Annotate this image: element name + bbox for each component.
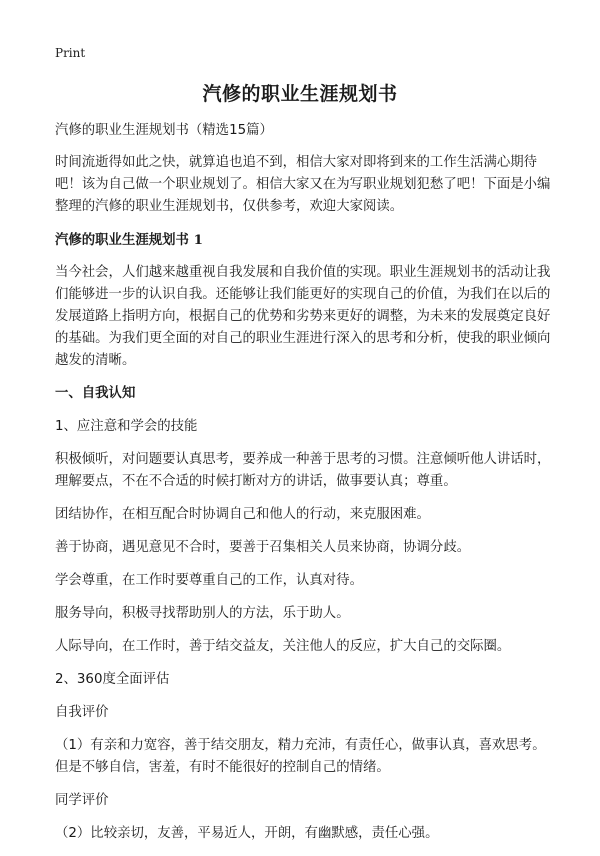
document-body — [55, 120, 555, 856]
peer-evaluation-label: 同学评价 — [55, 793, 109, 808]
print-label[interactable]: Print — [55, 46, 86, 60]
section-intro-paragraph: 当今社会，人们越来越重视自我发展和自我价值的实现。职业生涯规划书的活动让我们能够进一步的认识自我。还能够让我们能更好的实现自己的价值，为我们在以后的发展道路上指明方向，根据自己的优势和劣势来更好的调整，为未来的发展奠定良好的基础。为我们更全面的对自己的职业生涯进行深入的思考和分析，使我的职业倾向越发的清晰。 — [55, 265, 551, 368]
skill-teamwork-paragraph: 团结协作，在相互配合时协调自己和他人的行动，来克服困难。 — [55, 507, 430, 522]
skill-listening-paragraph: 积极倾听，对问题要认真思考，要养成一种善于思考的习惯。注意倾听他人讲话时，理解要点，不在不合适的时候打断对方的讲话，做事要认真；尊重。 — [55, 452, 551, 489]
section-heading: 汽修的职业生涯规划书 1 — [55, 232, 203, 248]
peer-evaluation-paragraph: （2）比较亲切，友善，平易近人，开朗，有幽默感，责任心强。 — [55, 826, 439, 841]
part-one-heading: 一、自我认知 — [55, 386, 136, 401]
skill-interpersonal-paragraph: 人际导向，在工作时，善于结交益友，关注他人的反应，扩大自己的交际圈。 — [55, 639, 511, 654]
page-title: 汽修的职业生涯规划书 — [202, 83, 398, 105]
skills-heading: 1、应注意和学会的技能 — [55, 419, 198, 434]
document-subtitle: 汽修的职业生涯规划书（精选15篇） — [55, 123, 273, 138]
assessment-heading: 2、360度全面评估 — [55, 672, 170, 687]
skill-respect-paragraph: 学会尊重，在工作时要尊重自己的工作，认真对待。 — [55, 573, 363, 588]
skill-negotiation-paragraph: 善于协商，遇见意见不合时，要善于召集相关人员来协商，协调分歧。 — [55, 540, 471, 555]
self-evaluation-label: 自我评价 — [55, 705, 109, 720]
skill-service-paragraph: 服务导向，积极寻找帮助别人的方法，乐于助人。 — [55, 606, 350, 621]
self-evaluation-paragraph: （1）有亲和力宽容，善于结交朋友，精力充沛，有责任心，做事认真，喜欢思考。但是不够自信，害羞，有时不能很好的控制自己的情绪。 — [55, 738, 546, 775]
intro-paragraph: 时间流逝得如此之快，就算追也追不到，相信大家对即将到来的工作生活满心期待吧！该为自己做一个职业规划了。相信大家又在为写职业规划犯愁了吧！下面是小编整理的汽修的职业生涯规划书，仅供参考，欢迎大家阅读。 — [55, 155, 551, 214]
